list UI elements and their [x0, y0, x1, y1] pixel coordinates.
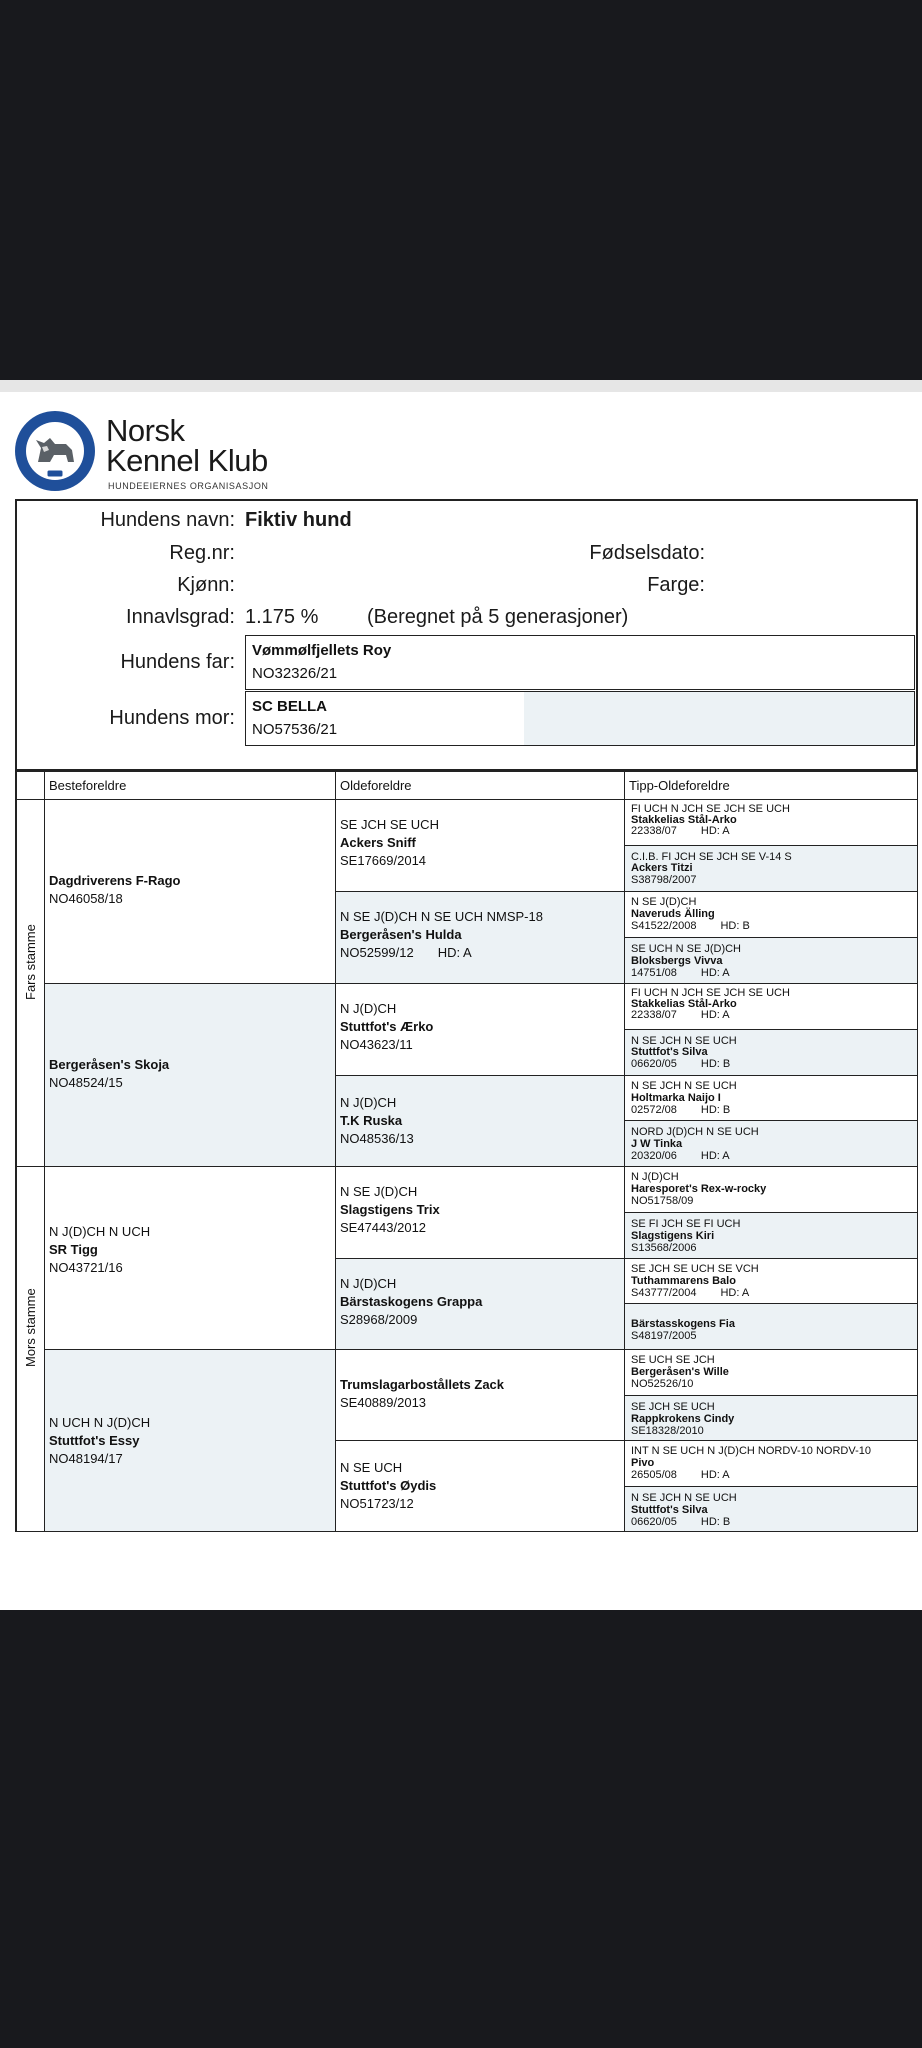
mors-stamme-label: Mors stamme: [23, 1288, 38, 1367]
great-grandparent-8: N SE UCH Stuttfot's Øydis NO51723/12: [335, 1440, 625, 1532]
ggg-11: SE JCH SE UCH SE VCH Tuthammarens Balo S43777/2004 HD: A: [624, 1258, 918, 1304]
mors-stamme-cell: [16, 1166, 45, 1532]
ggg-9: N J(D)CH Haresporet's Rex-w-rocky NO51758/09: [624, 1166, 918, 1213]
inbreeding-label: Innavlsgrad:: [126, 606, 235, 628]
regnr-label: Reg.nr:: [169, 542, 235, 564]
ggg-3: N SE J(D)CH Naveruds Älling S41522/2008 HD: B: [624, 891, 918, 938]
inbreeding-value: 1.175 %: [245, 606, 319, 628]
bottom-dark-bar: [0, 1610, 922, 2048]
ggg-2: C.I.B. FI JCH SE JCH SE V-14 S Ackers Titzi S38798/2007: [624, 845, 918, 892]
sire-name: Vømmølfjellets Roy: [252, 642, 392, 659]
great-grandparent-6: N J(D)CH Bärstaskogens Grappa S28968/2009: [335, 1258, 625, 1350]
dam-label: Hundens mor:: [109, 707, 235, 729]
ggg-7: N SE JCH N SE UCH Holtmarka Naijo I 02572/08 HD: B: [624, 1075, 918, 1121]
grandparent-4: N UCH N J(D)CH Stuttfot's Essy NO48194/17: [44, 1349, 336, 1532]
brand-name-line1: Norsk: [106, 413, 185, 448]
grandparent-3: N J(D)CH N UCH SR Tigg NO43721/16: [44, 1166, 336, 1350]
nkk-logo-icon: [14, 410, 96, 492]
brand-subtitle: HUNDEEIERNES ORGANISASJON: [108, 481, 269, 491]
dam-box: [245, 691, 915, 746]
sire-reg: NO32326/21: [252, 665, 338, 682]
header-tipp-oldeforeldre: Tipp-Oldeforeldre: [624, 771, 918, 800]
ggg-6: N SE JCH N SE UCH Stuttfot's Silva 06620/05 HD: B: [624, 1029, 918, 1076]
great-grandparent-2: N SE J(D)CH N SE UCH NMSP-18 Bergeråsen's Hulda NO52599/12 HD: A: [335, 891, 625, 984]
ggg-16: N SE JCH N SE UCH Stuttfot's Silva 06620/05 HD: B: [624, 1486, 918, 1532]
great-grandparent-5: N SE J(D)CH Slagstigens Trix SE47443/2012: [335, 1166, 625, 1259]
sire-label: Hundens far:: [120, 651, 235, 673]
header-besteforeldre: Besteforeldre: [44, 771, 336, 800]
great-grandparent-3: N J(D)CH Stuttfot's Ærko NO43623/11: [335, 983, 625, 1076]
brand-name-line2: Kennel Klub: [106, 443, 268, 478]
ggg-4: SE UCH N SE J(D)CH Bloksbergs Vivva 14751/08 HD: A: [624, 937, 918, 984]
pedigree-table: [15, 771, 918, 1532]
ggg-12: Bärstasskogens Fia S48197/2005: [624, 1303, 918, 1350]
great-grandparent-4: N J(D)CH T.K Ruska NO48536/13: [335, 1075, 625, 1167]
sex-label: Kjønn:: [177, 574, 235, 596]
name-label: Hundens navn:: [100, 509, 235, 531]
sheet-top-edge: [0, 380, 922, 392]
dam-name: SC BELLA: [252, 698, 327, 715]
header-oldeforeldre: Oldeforeldre: [335, 771, 625, 800]
sire-box: [245, 635, 915, 690]
grandparent-1: Dagdriverens F-Rago NO46058/18: [44, 799, 336, 984]
ggg-8: NORD J(D)CH N SE UCH J W Tinka 20320/06 HD: A: [624, 1120, 918, 1167]
ggg-14: SE JCH SE UCH Rappkrokens Cindy SE18328/2010: [624, 1395, 918, 1441]
fars-stamme-label: Fars stamme: [23, 924, 38, 1000]
grandparent-2: Bergeråsen's Skoja NO48524/15: [44, 983, 336, 1167]
ggg-13: SE UCH SE JCH Bergeråsen's Wille NO52526/10: [624, 1349, 918, 1396]
great-grandparent-7: Trumslagarbostållets Zack SE40889/2013: [335, 1349, 625, 1441]
dog-name: Fiktiv hund: [245, 509, 352, 531]
ggg-1: FI UCH N JCH SE JCH SE UCH Stakkelias Stål-Arko 22338/07 HD: A: [624, 799, 918, 846]
dam-box-shade: [524, 692, 914, 745]
ggg-15: INT N SE UCH N J(D)CH NORDV-10 NORDV-10 Pivo 26505/08 HD: A: [624, 1440, 918, 1487]
header-blank: [16, 771, 45, 800]
fars-stamme-cell: [16, 799, 45, 1167]
ggg-10: SE FI JCH SE FI UCH Slagstigens Kiri S13568/2006: [624, 1212, 918, 1259]
great-grandparent-1: SE JCH SE UCH Ackers Sniff SE17669/2014: [335, 799, 625, 892]
dog-info-box: [15, 499, 918, 771]
color-label: Farge:: [647, 574, 705, 596]
top-dark-bar: [0, 0, 922, 380]
inbreeding-note: (Beregnet på 5 generasjoner): [367, 606, 629, 628]
ggg-5: FI UCH N JCH SE JCH SE UCH Stakkelias Stål-Arko 22338/07 HD: A: [624, 983, 918, 1030]
dam-reg: NO57536/21: [252, 721, 338, 738]
birthdate-label: Fødselsdato:: [589, 542, 705, 564]
